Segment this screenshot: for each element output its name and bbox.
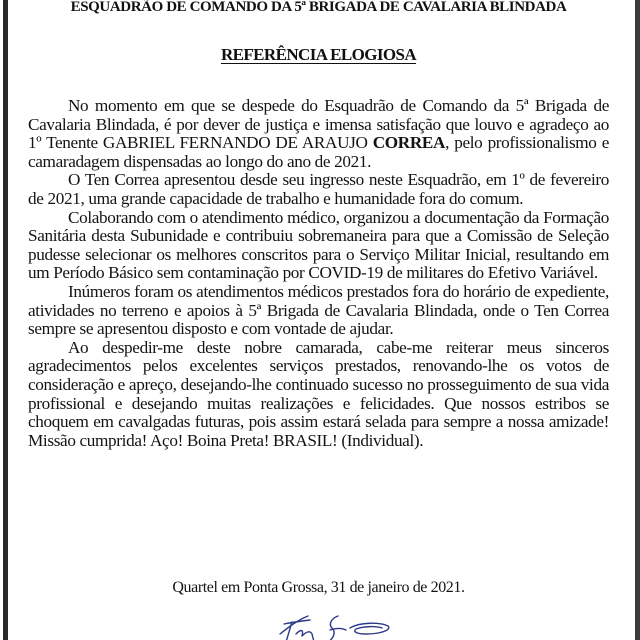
closing-place-date: Quartel em Ponta Grossa, 31 de janeiro de 2021. (172, 579, 465, 596)
paragraph-1-text: No momento em que se despede do Esquadrão de Comando da 5ª Brigada de Cavalaria Blindada, é por dever de justiça e imensa satisfação que louvo e agradeço ao 1º Tenente GABRIEL FERNANDO DE ARAUJO (28, 96, 609, 153)
paragraph-1 (28, 97, 609, 171)
document-page (28, 0, 609, 640)
photo-frame-left-edge (3, 0, 8, 640)
paragraph-2: O Ten Correa apresentou desde seu ingresso neste Esquadrão, em 1º de fevereiro de 2021, uma grande capacidade de trabalho e humanidade fora do comum. (28, 170, 609, 208)
paragraph-1-text-end: , pelo profissionalismo e camaradagem dispensadas ao longo do ano de 2021. (28, 133, 609, 171)
paragraph-5: Ao despedir-me deste nobre camarada, cabe-me reiterar meus sinceros agradecimentos pelos excelentes serviços prestados, renovando-lhe os votos de consideração e apreço, desejando-lhe continuado sucesso no prosseguimento de sua vida profissional e desejando muitas realizações e felicidades. Que nossos estribos se choquem em cavalgadas futuras, pois assim estará selada para sempre a nossa amizade! Missão cumprida! Aço! Boina Preta! BRASIL! (Individual). (28, 337, 609, 450)
honoree-surname: CORREA (372, 133, 446, 153)
paragraph-3: Colaborando com o atendimento médico, organizou a documentação da Formação Sanitária desta Subunidade e contribuiu sobremaneira para que a Comissão de Seleção pudesse selecionar os melhores conscritos para o Serviço Militar Inicial, resultando em um Período Básico sem contaminação por COVID-19 de militares do Efetivo Variável. (28, 207, 609, 283)
document-title: REFERÊNCIA ELOGIOSA (220, 45, 416, 64)
signature-icon (276, 612, 406, 640)
photo-frame-right-edge (635, 0, 640, 640)
paragraph-4: Inúmeros foram os atendimentos médicos prestados fora do horário de expediente, atividades no terreno e apoios à 5ª Brigada de Cavalaria Blindada, onde o Ten Correa sempre se apresentou disposto e com vontade de ajudar. (28, 281, 609, 339)
unit-header: ESQUADRÃO DE COMANDO DA 5ª BRIGADA DE CAVALARIA BLINDADA (70, 0, 567, 15)
document-body (28, 97, 609, 450)
